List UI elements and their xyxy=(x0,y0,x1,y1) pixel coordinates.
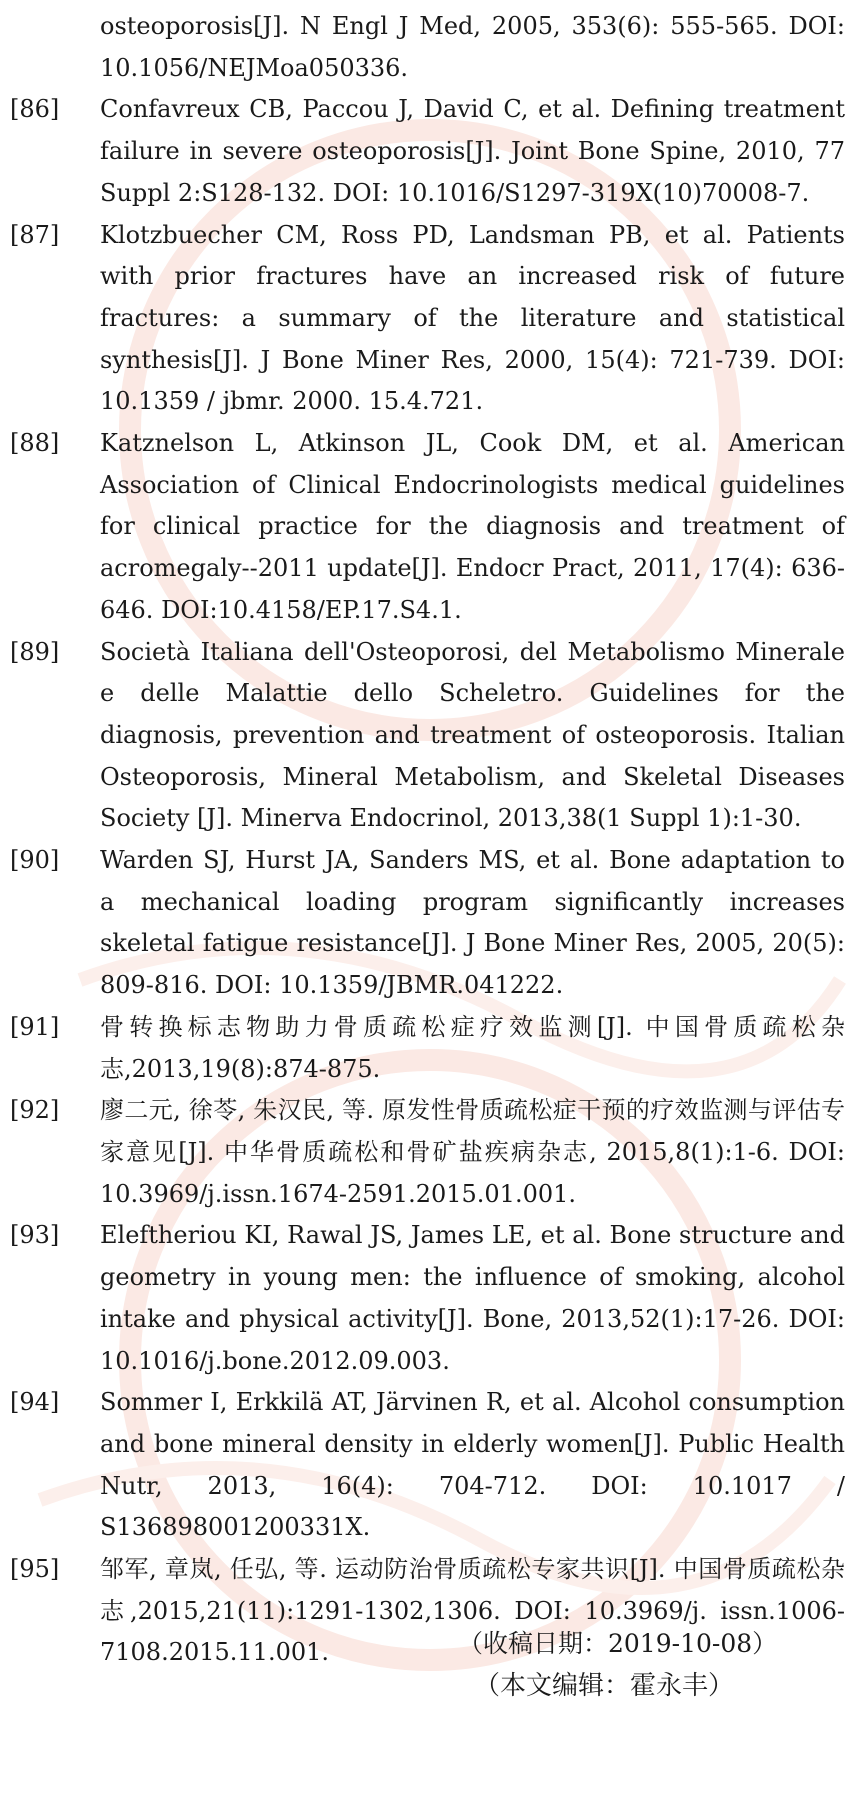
reference-87 xyxy=(0,215,857,424)
reference-89 xyxy=(0,632,857,841)
reference-text: osteoporosis[J]. N Engl J Med, 2005, 353(6): 555-565. DOI: 10.1056/NEJMoa050336. xyxy=(100,12,845,82)
reference-number: [90] xyxy=(10,846,60,875)
reference-92 xyxy=(0,1090,857,1215)
reference-number: [95] xyxy=(10,1555,60,1584)
reference-94 xyxy=(0,1382,857,1549)
reference-text: Sommer I, Erkkilä AT, Järvinen R, et al. Alcohol consumption and bone mineral density in elderly women[J]. Public Health Nutr, 2013, 16(4): 704-712. DOI: 10.1017 / S136898001200331X. xyxy=(100,1388,845,1542)
reference-text: Klotzbuecher CM, Ross PD, Landsman PB, et al. Patients with prior fractures have an increased risk of future fractures: a summary of the literature and statistical synthesis[J]. J Bone Miner Res, 2000, 15(4): 721-739. DOI: 10.1359 / jbmr. 2000. 15.4.721. xyxy=(100,220,845,416)
reference-86 xyxy=(0,89,857,214)
reference-number: [88] xyxy=(10,429,60,458)
reference-text: Confavreux CB, Paccou J, David C, et al. Defining treatment failure in severe osteoporosis[J]. Joint Bone Spine, 2010, 77 Suppl 2:S128-132. DOI: 10.1016/S1297-319X(10)70008-7. xyxy=(100,95,845,207)
reference-90 xyxy=(0,840,857,1007)
reference-93 xyxy=(0,1215,857,1382)
reference-85-continued xyxy=(0,6,857,89)
reference-text: Società Italiana dell'Osteoporosi, del Metabolismo Minerale e delle Malattie dello Scheletro. Guidelines for the diagnosis, prevention and treatment of osteoporosis. Italian Osteoporosis, Mineral Metabolism, and Skeletal Diseases Society [J]. Minerva Endocrinol, 2013,38(1 Suppl 1):1-30. xyxy=(100,637,845,833)
reference-number: [86] xyxy=(10,95,60,124)
reference-list xyxy=(0,6,857,1674)
article-editor: （本文编辑：霍永丰） xyxy=(474,1671,735,1701)
reference-number: [89] xyxy=(10,637,60,666)
reference-text: 骨转换标志物助力骨质疏松症疗效监测[J]. 中国骨质疏松杂志,2013,19(8):874-875. xyxy=(100,1012,845,1083)
reference-text: 邹军, 章岚, 任弘, 等. 运动防治骨质疏松专家共识[J]. 中国骨质疏松杂志,2015,21(11):1291-1302,1306. DOI: 10.3969/j. issn.1006-7108.2015.11.001. xyxy=(100,1555,845,1667)
reference-text: Katznelson L, Atkinson JL, Cook DM, et al. American Association of Clinical Endocrinologists medical guidelines for clinical practice for the diagnosis and treatment of acromegaly--2011 update[J]. Endocr Pract, 2011, 17(4): 636-646. DOI:10.4158/EP.17.S4.1. xyxy=(100,429,845,624)
reference-text: Warden SJ, Hurst JA, Sanders MS, et al. Bone adaptation to a mechanical loading program significantly increases skeletal fatigue resistance[J]. J Bone Miner Res, 2005, 20(5): 809-816. DOI: 10.1359/JBMR.041222. xyxy=(100,846,845,1000)
reference-text: 廖二元, 徐苓, 朱汉民, 等. 原发性骨质疏松症干预的疗效监测与评估专家意见[J]. 中华骨质疏松和骨矿盐疾病杂志, 2015,8(1):1-6. DOI: 10.3969/j.issn.1674-2591.2015.01.001. xyxy=(100,1096,845,1208)
reference-number: [92] xyxy=(10,1096,60,1125)
reference-number: [91] xyxy=(10,1012,60,1041)
received-date: （收稿日期：2019-10-08） xyxy=(458,1629,778,1658)
reference-88 xyxy=(0,423,857,632)
reference-number: [87] xyxy=(10,220,60,249)
reference-number: [94] xyxy=(10,1388,60,1417)
reference-text: Eleftheriou KI, Rawal JS, James LE, et al. Bone structure and geometry in young men: the influence of smoking, alcohol intake and physical activity[J]. Bone, 2013,52(1):17-26. DOI: 10.1016/j.bone.2012.09.003. xyxy=(100,1221,845,1375)
reference-number: [93] xyxy=(10,1221,60,1250)
reference-91 xyxy=(0,1007,857,1090)
